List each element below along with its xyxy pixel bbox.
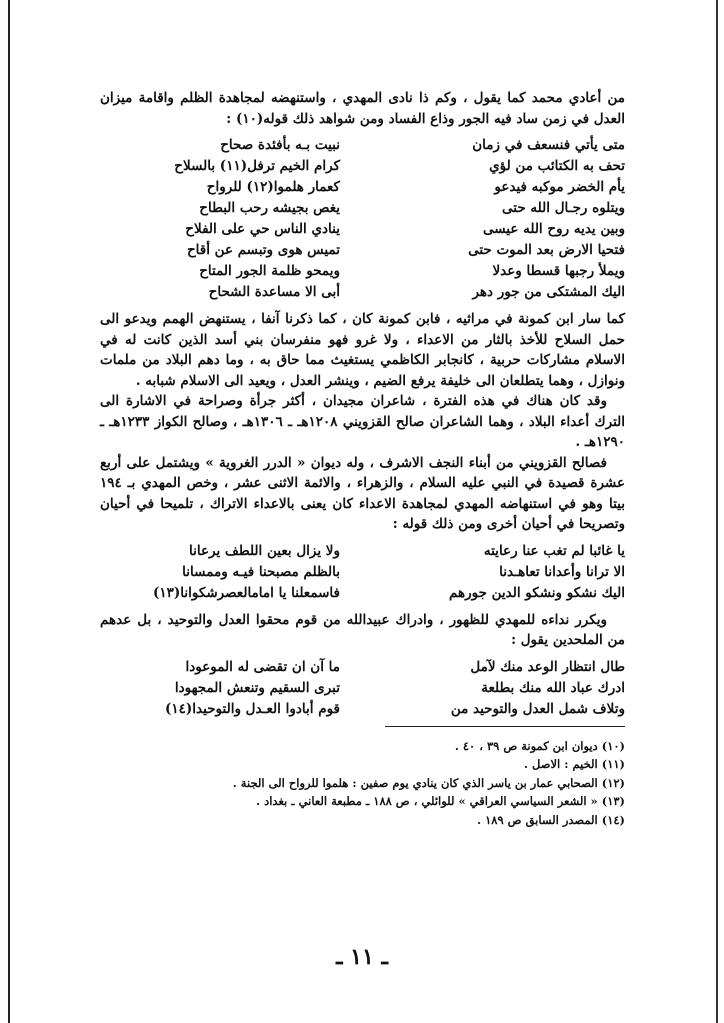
footnote: (١٣) « الشعر السياسي العراقي » للوائلي ، ص ١٨٨ ـ مطبعة العاني ـ بغداد . <box>256 794 625 808</box>
footnotes <box>100 737 625 830</box>
paragraph-4: فصالح القزويني من أبناء النجف الاشرف ، وله ديوان « الدرر الغروية » ويشتمل على أربع عشرة قصيدة في النبي عليه السلام ، والزهراء ، والائمة الاثنى عشر ، وخص المهدي بـ ١٩٤ بيتا وهو في استنهاضه المهدي لمجاهدة الاعداء كان يعنى بالاعداء الاتراك ، تلميحا في أحيان وتصريحا في أحيان أخرى ومن ذلك قوله : <box>100 454 625 532</box>
verse-row <box>100 678 625 699</box>
verse-hemistich-1: وبين يديه روح الله عيسى <box>482 221 625 237</box>
verse-row <box>100 282 625 303</box>
scan-right-edge <box>716 0 718 1023</box>
poem-2 <box>100 541 625 604</box>
verse-hemistich-1: يأم الخضر موكبه فيدعو <box>494 179 625 195</box>
verse-hemistich-1: يا غائبا لم تغب عنا رعايته <box>483 542 625 559</box>
verse-row <box>100 219 625 240</box>
verse-row <box>100 156 625 177</box>
verse-row <box>100 699 625 720</box>
footnote-separator <box>385 726 625 727</box>
footnote: (١٢) الصحابي عمار بن ياسر الذي كان ينادي يوم صفين : هلموا للرواح الى الجنة . <box>232 775 625 790</box>
poem-1 <box>100 135 625 303</box>
scan-left-edge <box>8 0 10 1023</box>
verse-hemistich-1: ادرك عباد الله منك بطلعة <box>481 679 625 696</box>
verse-hemistich-2: ينادي الناس حي على الفلاح <box>185 221 340 237</box>
verse-hemistich-1: طال انتظار الوعد منك لآمل <box>470 658 625 675</box>
verse-hemistich-2: فاسمعلنا يا امامالعصرشكوانا(١٣) <box>153 584 340 601</box>
footnote: (١١) الخيم : الاصل . <box>524 757 625 771</box>
verse-hemistich-1: تحف به الكتائب من لؤي <box>489 158 625 174</box>
verse-hemistich-1: وتلاف شمل العدل والتوحيد من <box>450 700 625 717</box>
verse-hemistich-2: كعمار هلموا(١٢) للرواح <box>206 179 340 195</box>
verse-hemistich-1: فتحيا الارض بعد الموت حتى <box>468 242 625 258</box>
paragraph-3: وقد كان هناك في هذه الفترة ، شاعران مجيدان ، أكثر جرأة وصراحة في الاشارة الى الترك أعداء البلاد ، وهما الشاعران صالح القزويني ١٢٠٨هـ ـ ١٣٠٦هـ ، وصالح الكواز ١٢٣٣هـ ـ ١٢٩٠هـ . <box>100 393 626 450</box>
verse-hemistich-2: كرام الخيم ترفل(١١) بالسلاح <box>174 158 340 174</box>
verse-hemistich-2: ولا يزال بعين اللطف يرعانا <box>188 542 340 559</box>
page-number: ـ ١١ ـ <box>336 944 388 970</box>
verse-hemistich-2: تبرى السقيم وتنعش المجهودا <box>174 679 340 696</box>
verse-row <box>100 583 625 604</box>
verse-hemistich-2: أبى الا مساعدة الشحاح <box>208 284 340 300</box>
intro-paragraph: من أعادي محمد كما يقول ، وكم ذا نادى المهدي ، واستنهضه لمجاهدة الظلم واقامة ميزان العدل في زمن ساد فيه الجور وذاع الفساد ومن شواهد ذلك قوله(١٠) : <box>100 90 625 127</box>
verse-hemistich-2: ما آن ان تقضى له الموعودا <box>185 658 340 675</box>
verse-hemistich-1: متى يأتي فنسعف في زمان <box>472 137 625 153</box>
verse-hemistich-1: الا ترانا وأعدانا تعاهـدنا <box>499 563 625 580</box>
verse-hemistich-1: ويملأ رجبها قسطا وعدلا <box>492 263 625 279</box>
verse-hemistich-1: اليك المشتكى من جور دهر <box>472 284 625 300</box>
verse-hemistich-2: تميس هوى وتبسم عن أقاح <box>186 242 340 258</box>
paragraph-2: كما سار ابن كمونة في مراثيه ، فابن كمونة كان ، كما ذكرنا آنفا ، يستنهض الهمم ويدعو الى حمل السلاح للأخذ بالثار من الاعداء ، ولا غرو فهو منفرسان بني أسد الذين كانت له في الاسلام مشاركات حربية ، كانجابر الكاظمي يستغيث مما حاق به ، وما دهم البلاد من ملمات ونوازل ، وهما يتطلعان الى خليفة يرفع الضيم ، وينشر العدل ، ويعيد الى الاسلام شبابه . <box>100 311 625 389</box>
paragraph-5: ويكرر نداءه للمهدي للظهور ، وادراك عبيدالله من قوم محقوا العدل والتوحيد ، بل عدهم من الملحدين يقول : <box>100 611 625 648</box>
verse-row <box>100 177 625 198</box>
verse-row <box>100 562 625 583</box>
verse-hemistich-2: نبيت بـه بأفئدة صحاح <box>220 137 340 153</box>
verse-hemistich-2: بالظلم مصبحنا فيـه وممسانا <box>182 563 340 580</box>
verse-hemistich-2: يغص بجيشه رحب البطاح <box>199 200 340 216</box>
document-page <box>100 88 625 829</box>
footnote: (١٤) المصدر السابق ص ١٨٩ . <box>477 812 625 827</box>
verse-row <box>100 261 625 282</box>
verse-row <box>100 198 625 219</box>
verse-row <box>100 240 625 261</box>
verse-hemistich-2: قوم أبادوا العـدل والتوحيدا(١٤) <box>165 700 340 717</box>
verse-hemistich-2: ويمحو ظلمة الجور المتاح <box>199 263 340 279</box>
footnote: (١٠) ديوان ابن كمونة ص ٣٩ ، ٤٠ . <box>454 738 625 753</box>
verse-row <box>100 541 625 562</box>
poem-3 <box>100 657 625 720</box>
verse-row <box>100 657 625 678</box>
verse-row <box>100 135 625 156</box>
verse-hemistich-1: ويتلوه رجـال الله حتى <box>502 200 625 216</box>
verse-hemistich-1: اليك نشكو ونشكو الدين جورهم <box>448 584 625 601</box>
